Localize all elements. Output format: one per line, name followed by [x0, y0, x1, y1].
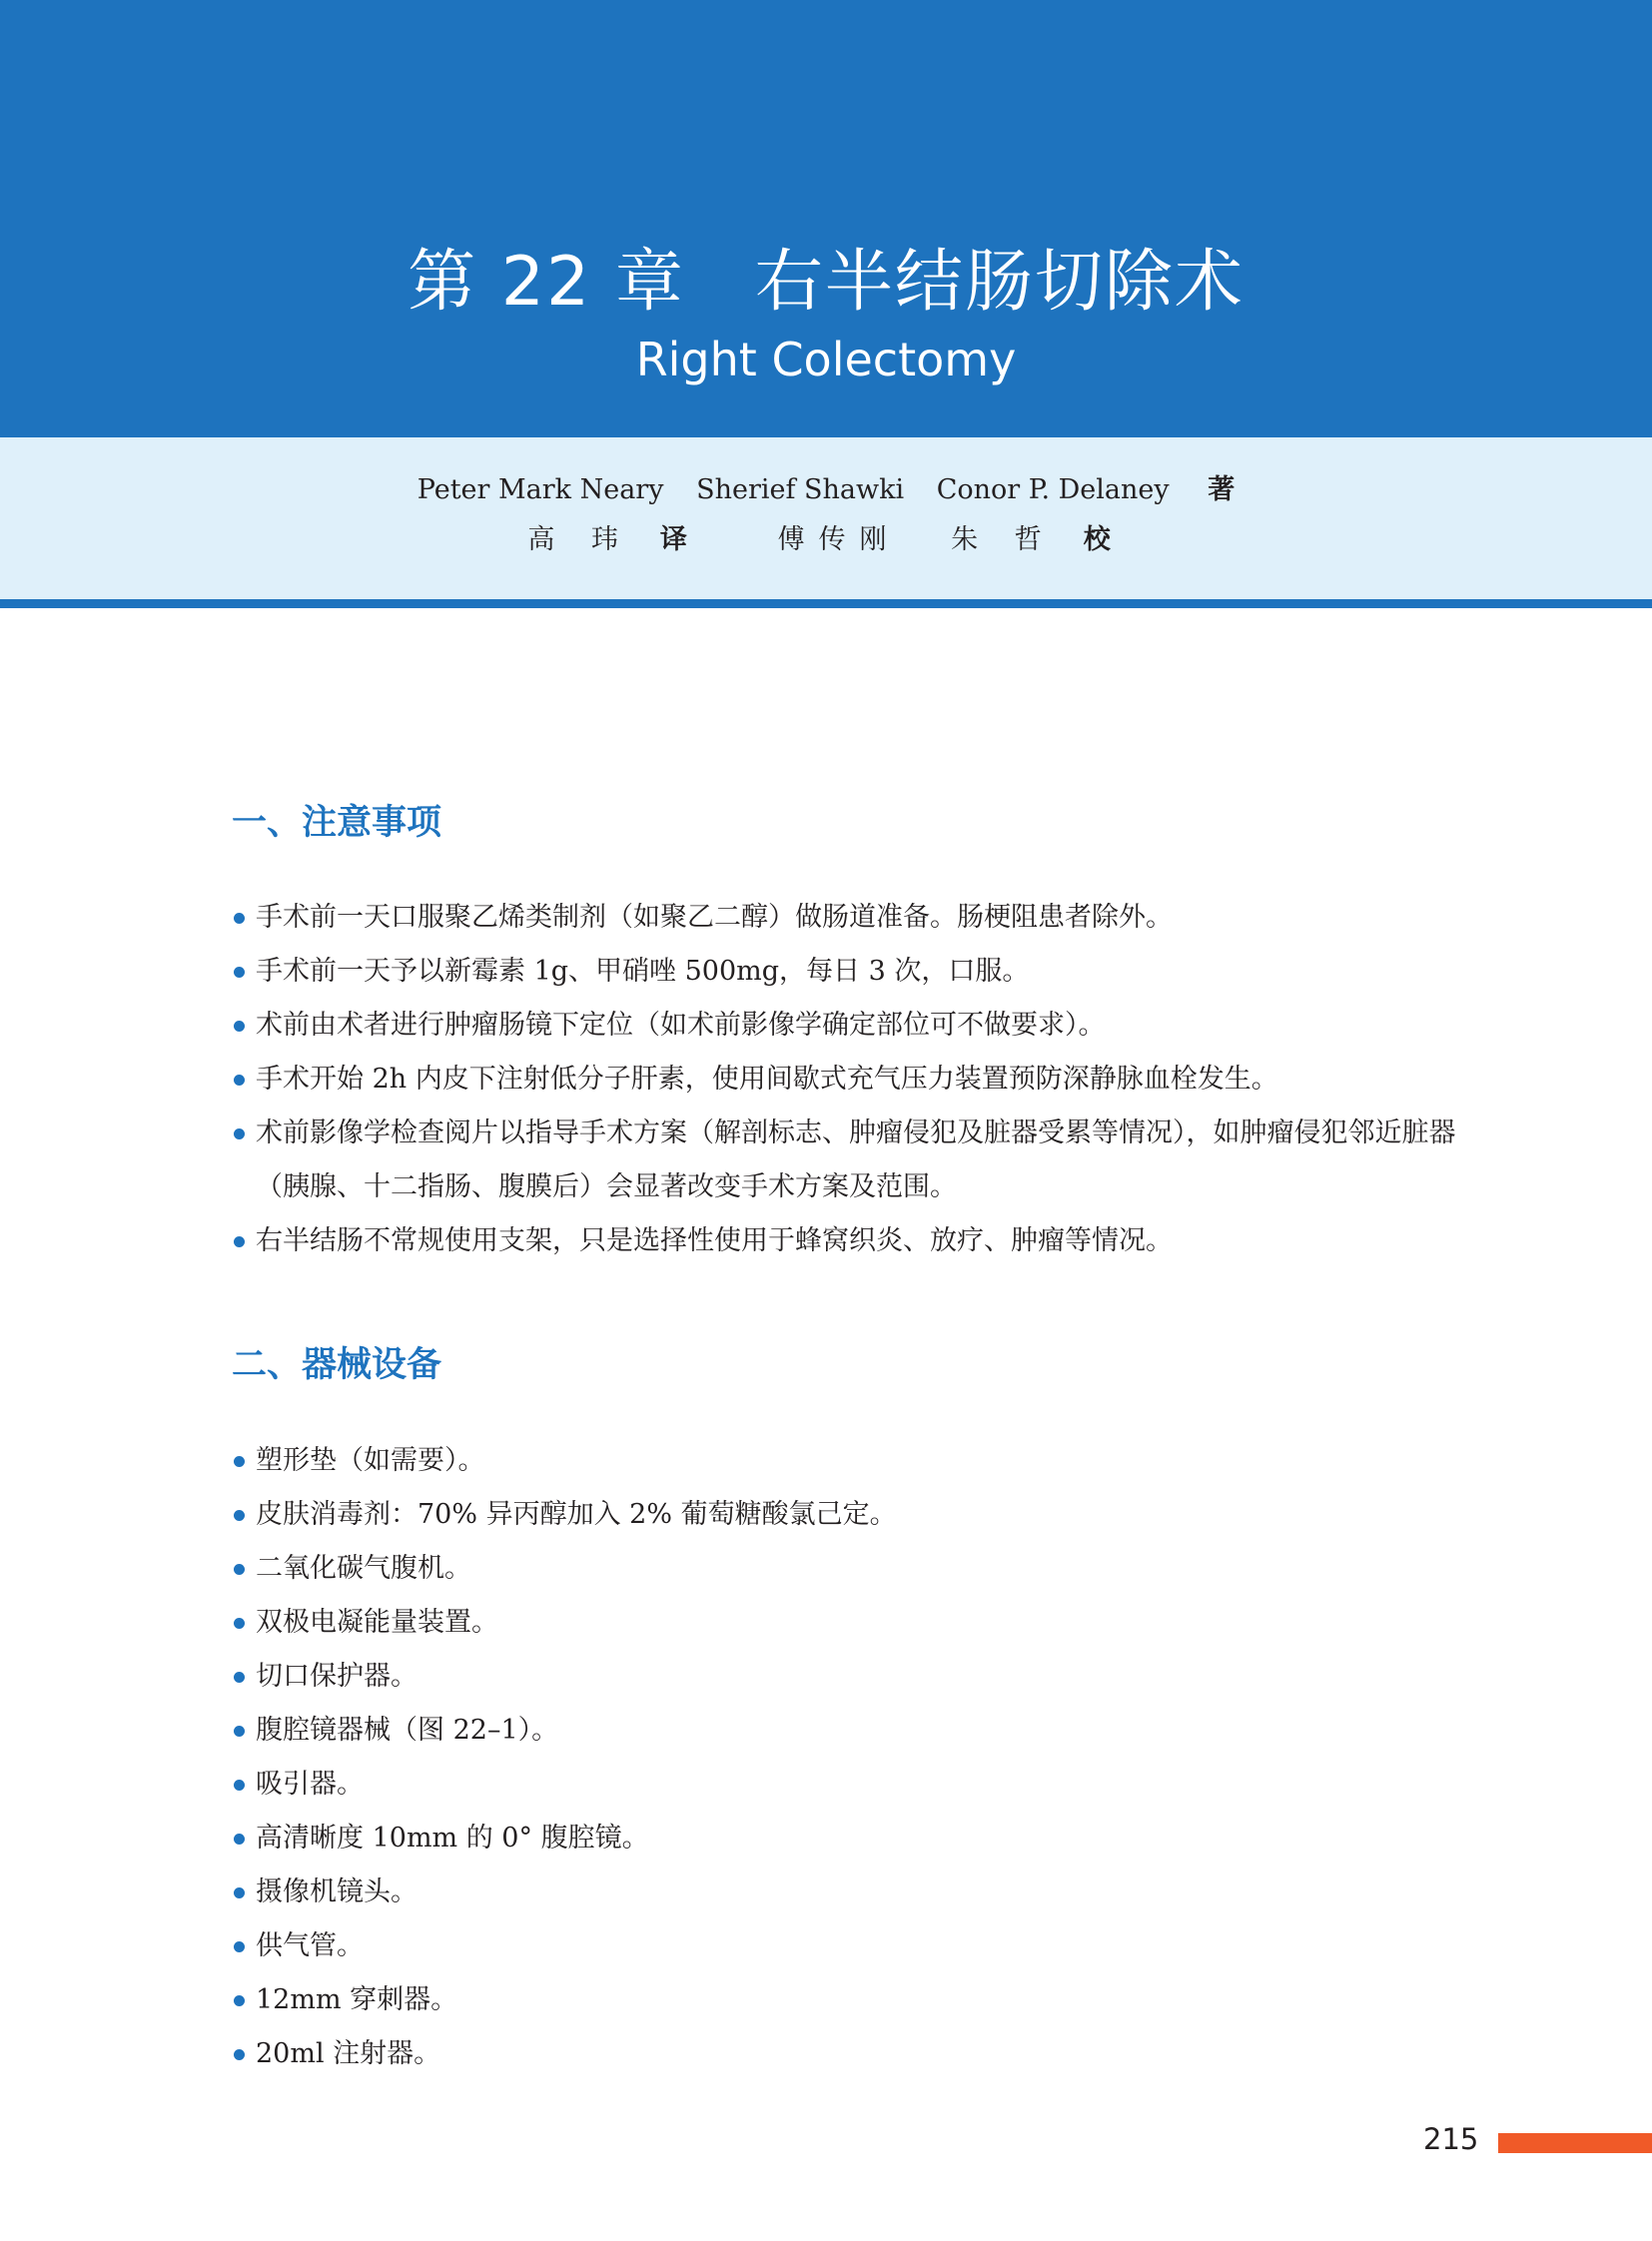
- list-item: 塑形垫（如需要）。: [232, 1434, 1480, 1488]
- authors-line: [0, 469, 1652, 511]
- section-heading-precautions: 一、注意事项: [232, 802, 442, 843]
- list-item: 高清晰度 10mm 的 0° 腹腔镜。: [232, 1812, 1480, 1866]
- list-item: 手术开始 2h 内皮下注射低分子肝素，使用间歇式充气压力装置预防深静脉血栓发生。: [232, 1053, 1480, 1107]
- translator-name: 高 玮: [527, 524, 632, 555]
- list-item: 腹腔镜器械（图 22–1）。: [232, 1704, 1480, 1758]
- chapter-title-cn: 右半结肠切除术: [754, 243, 1244, 322]
- page-number: 215: [1423, 2122, 1479, 2156]
- banner-bottom-rule: [0, 599, 1652, 608]
- list-item: 吸引器。: [232, 1758, 1480, 1812]
- list-item: 皮肤消毒剂：70% 异丙醇加入 2% 葡萄糖酸氯己定。: [232, 1488, 1480, 1542]
- reviewer-name: 傅传刚: [777, 524, 901, 555]
- reviewer-name: 朱 哲: [951, 524, 1056, 555]
- author-role: 著: [1208, 474, 1236, 505]
- list-item: 右半结肠不常规使用支架，只是选择性使用于蜂窝织炎、放疗、肿瘤等情况。: [232, 1214, 1480, 1268]
- precautions-list: [232, 891, 1480, 1268]
- list-item: 双极电凝能量装置。: [232, 1596, 1480, 1650]
- chapter-title-en: Right Colectomy: [635, 333, 1017, 386]
- translator-role: 译: [659, 524, 701, 555]
- credits-band: [0, 437, 1652, 599]
- list-item: 供气管。: [232, 1919, 1480, 1973]
- chapter-title: [0, 238, 1652, 328]
- list-item: 术前由术者进行肿瘤肠镜下定位（如术前影像学确定部位可不做要求）。: [232, 999, 1480, 1053]
- list-item: 切口保护器。: [232, 1650, 1480, 1704]
- list-item: 12mm 穿刺器。: [232, 1973, 1480, 2027]
- author-name: Sherief Shawki: [696, 474, 905, 505]
- reviewer-role: 校: [1083, 524, 1125, 555]
- author-name: Peter Mark Neary: [416, 474, 664, 505]
- page-number-bar: [1498, 2133, 1652, 2153]
- list-item: 手术前一天口服聚乙烯类制剂（如聚乙二醇）做肠道准备。肠梗阻患者除外。: [232, 891, 1480, 945]
- list-item: 术前影像学检查阅片以指导手术方案（解剖标志、肿瘤侵犯及脏器受累等情况），如肿瘤侵犯邻近脏器（胰腺、十二指肠、腹膜后）会显著改变手术方案及范围。: [232, 1107, 1480, 1214]
- equipment-list: [232, 1434, 1480, 2081]
- chapter-label: 第 22 章: [408, 243, 685, 322]
- section-heading-equipment: 二、器械设备: [232, 1344, 442, 1385]
- translators-line: [0, 519, 1652, 561]
- list-item: 摄像机镜头。: [232, 1866, 1480, 1919]
- list-item: 二氧化碳气腹机。: [232, 1542, 1480, 1596]
- list-item: 20ml 注射器。: [232, 2027, 1480, 2081]
- list-item: 手术前一天予以新霉素 1g、甲硝唑 500mg，每日 3 次，口服。: [232, 945, 1480, 999]
- author-name: Conor P. Delaney: [936, 474, 1170, 505]
